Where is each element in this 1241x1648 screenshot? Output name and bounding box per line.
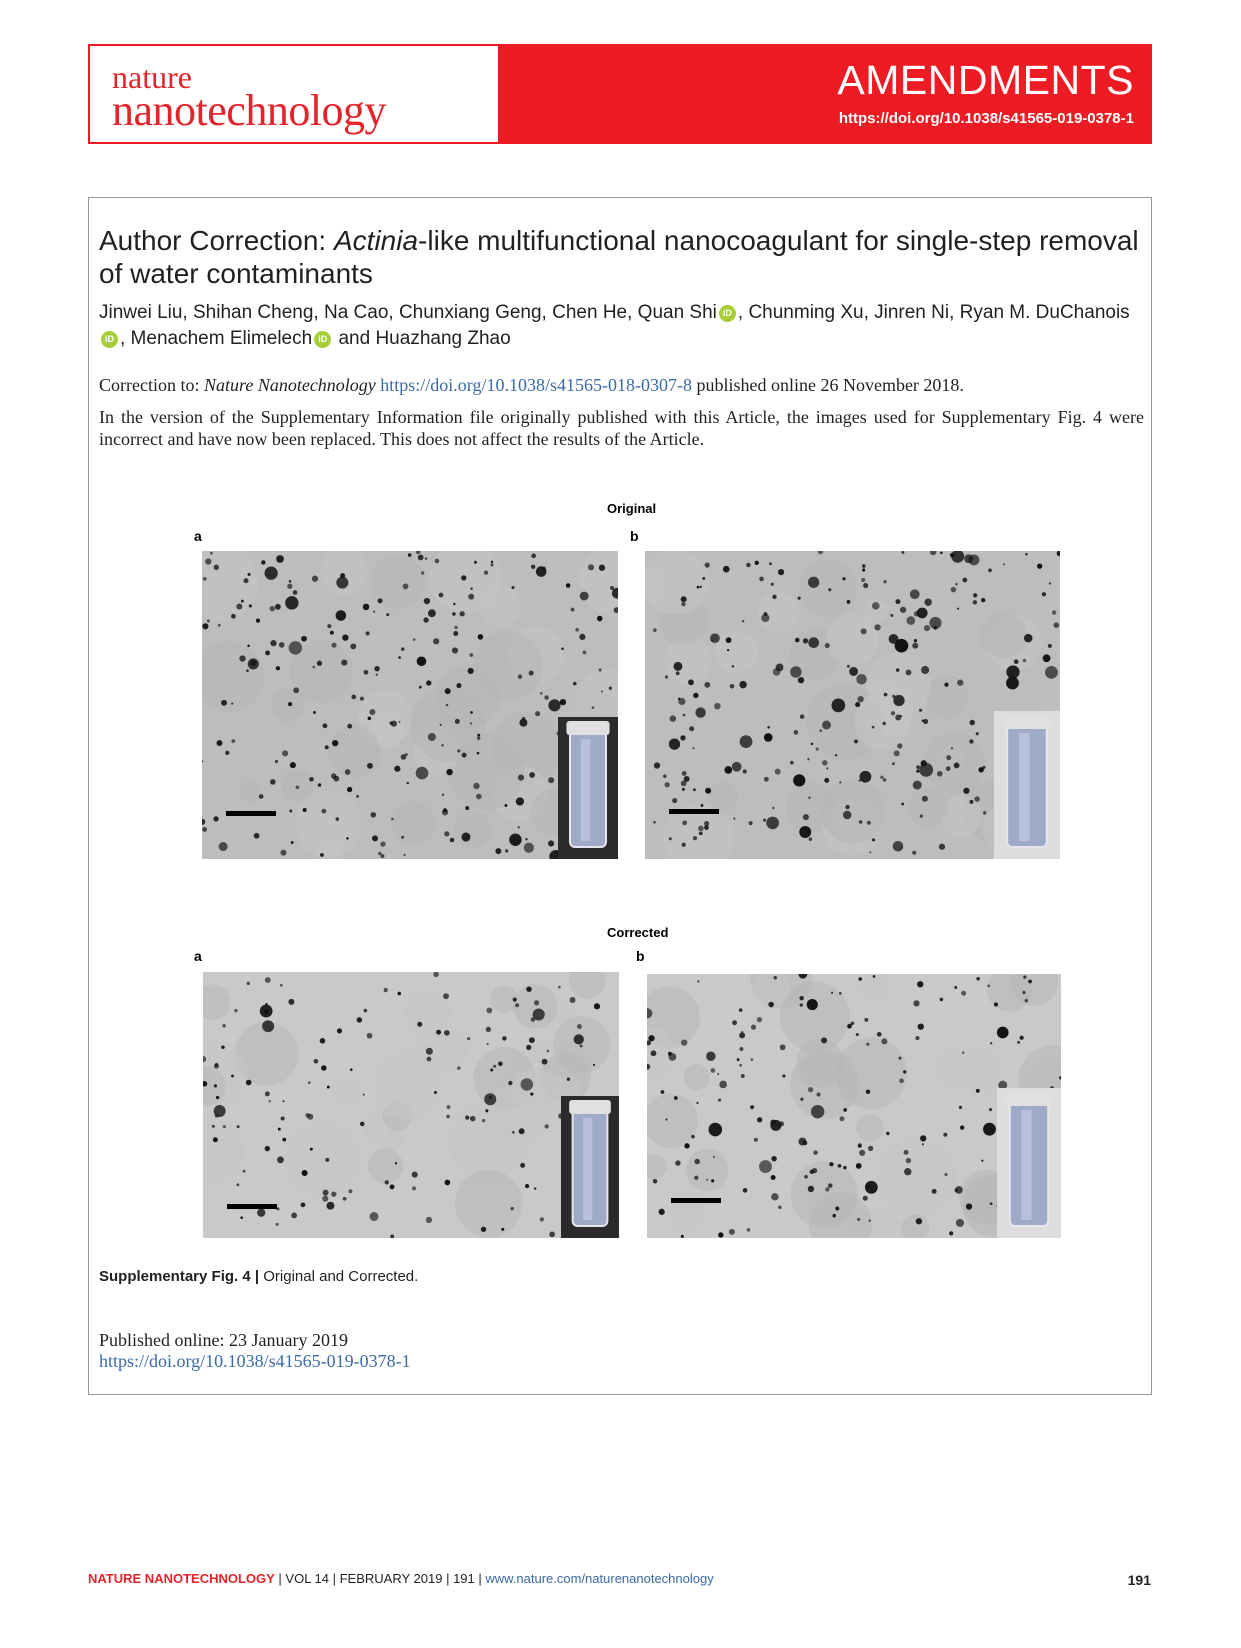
correction-date: published online 26 November 2018. [691, 375, 964, 395]
panel-label-a: a [194, 948, 202, 964]
orcid-icon[interactable]: iD [314, 331, 331, 348]
figure-label-original: Original [607, 501, 657, 516]
correction-doi-link[interactable]: https://doi.org/10.1038/s41565-018-0307-8 [380, 375, 692, 395]
tem-image-original-a [202, 551, 618, 859]
figure-label-corrected: Corrected [607, 925, 669, 940]
section-label: AMENDMENTS [837, 57, 1134, 103]
title-rest: -like multifunctional nanocoagulant for single-step removal of water contaminants [99, 225, 1139, 289]
journal-header [88, 44, 1152, 144]
journal-logo [90, 46, 498, 142]
authors-part-1: Jinwei Liu, Shihan Cheng, Na Cao, Chunxiang Geng, Chen He, Quan Shi [99, 302, 717, 323]
header-doi-link[interactable]: https://doi.org/10.1038/s41565-019-0378-1 [838, 110, 1134, 127]
correction-label: Correction to: [99, 375, 204, 395]
authors-part-4: and Huazhang Zhao [333, 328, 511, 349]
correction-body: In the version of the Supplementary Information file originally published with this Article, the images used for Supplementary Fig. 4 were incorrect and have now been replaced. This does not affect the results of the Article. [99, 407, 1144, 449]
footer-details: | VOL 14 | FEBRUARY 2019 | 191 | [274, 1571, 486, 1586]
tem-image-corrected-b [647, 974, 1061, 1238]
logo-line-1: nature [112, 59, 192, 95]
correction-reference [99, 374, 1144, 396]
tem-image-original-b [645, 551, 1060, 859]
authors-part-3: , Menachem Elimelech [120, 328, 313, 349]
footer-url-link[interactable]: www.nature.com/naturenanotechnology [485, 1571, 714, 1586]
correction-journal: Nature Nanotechnology [203, 375, 376, 395]
orcid-icon[interactable]: iD [101, 331, 118, 348]
panel-label-b: b [636, 948, 645, 964]
figure-caption [99, 1268, 418, 1285]
orcid-icon[interactable]: iD [719, 305, 736, 322]
caption-label: Supplementary Fig. 4 | [99, 1268, 260, 1285]
published-date: Published online: 23 January 2019 [99, 1330, 348, 1350]
logo-line-2: nanotechnology [112, 86, 387, 135]
page-number: 191 [1127, 1572, 1151, 1588]
panel-label-a: a [194, 528, 202, 544]
author-list [99, 300, 1144, 352]
caption-text: Original and Corrected. [259, 1268, 419, 1285]
footer-journal: NATURE NANOTECHNOLOGY [88, 1571, 275, 1586]
authors-part-2: , Chunming Xu, Jinren Ni, Ryan M. DuChanois [737, 302, 1130, 323]
panel-label-b: b [630, 528, 639, 544]
article-title [99, 224, 1139, 290]
title-prefix: Author Correction: [99, 225, 334, 256]
page-footer [88, 1571, 714, 1586]
title-italic-term: Actinia [334, 225, 419, 256]
tem-image-corrected-a [203, 972, 619, 1238]
publication-doi-link[interactable]: https://doi.org/10.1038/s41565-019-0378-1 [99, 1351, 411, 1371]
